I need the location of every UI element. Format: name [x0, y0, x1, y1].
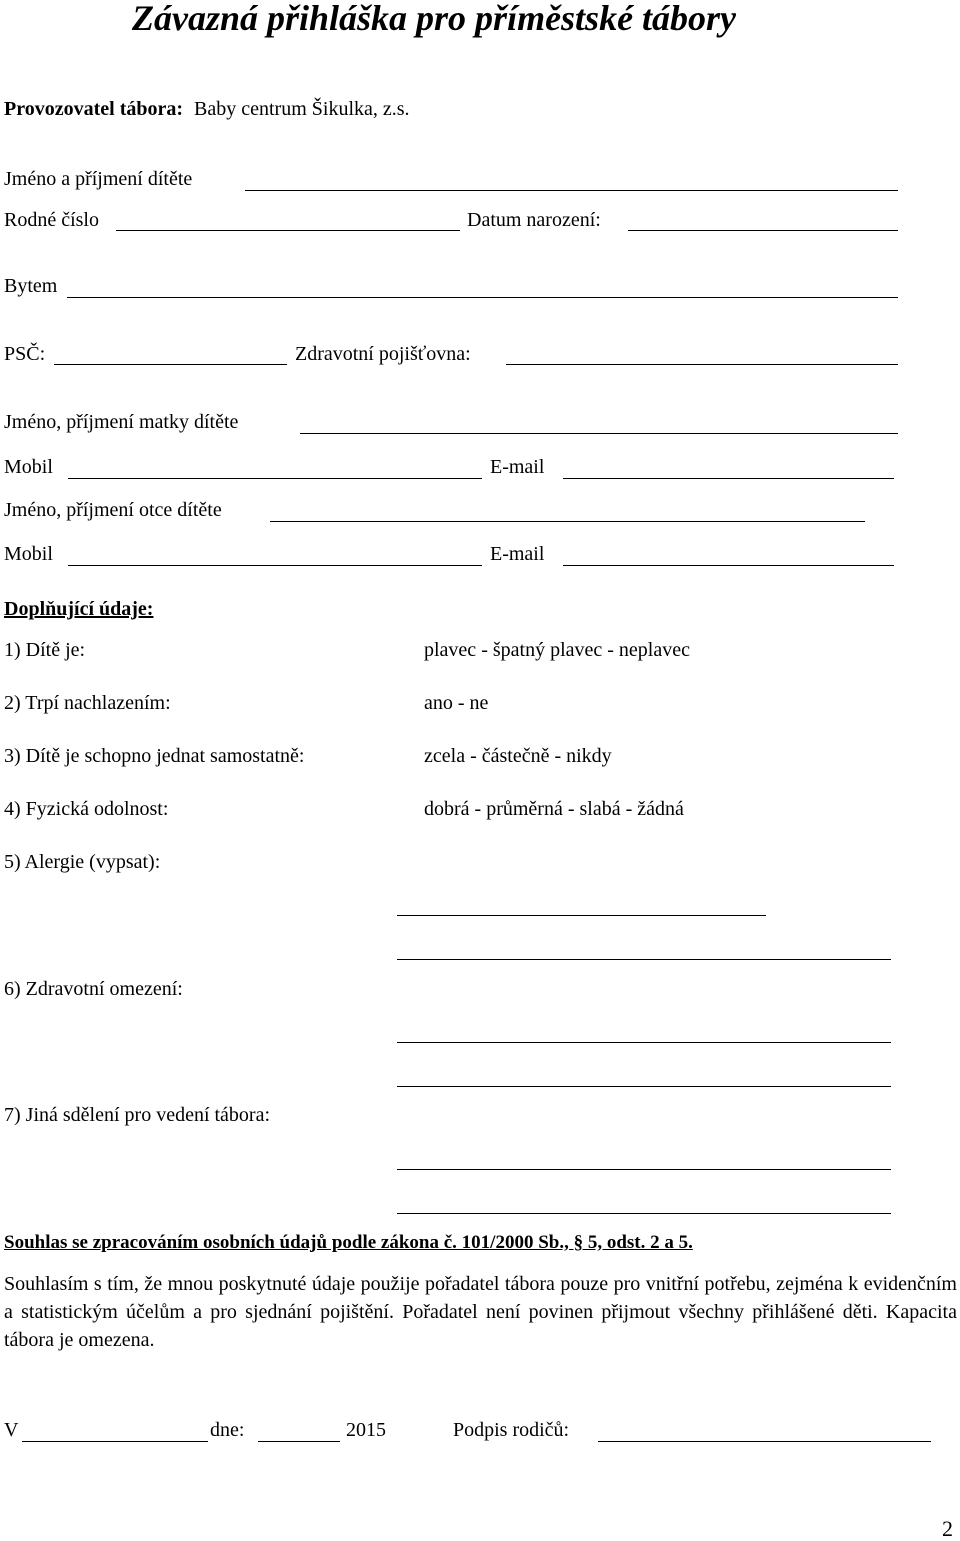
consent-heading: Souhlas se zpracováním osobních údajů podle zákona č. 101/2000 Sb., § 5, odst. 2 a 5. [4, 1232, 693, 1253]
father-email-label: E-mail [490, 543, 545, 565]
mother-name-label: Jméno, příjmení matky dítěte [4, 411, 239, 433]
q7-field-line-1[interactable] [397, 1169, 891, 1170]
q4-options[interactable]: dobrá - průměrná - slabá - žádná [424, 798, 684, 820]
q7-label: 7) Jiná sdělení pro vedení tábora: [4, 1104, 271, 1126]
insurance-label: Zdravotní pojišťovna: [295, 343, 471, 365]
q6-label: 6) Zdravotní omezení: [4, 978, 183, 1000]
q7-field-line-2[interactable] [397, 1213, 891, 1214]
father-mobile-field[interactable] [68, 565, 482, 566]
q4-label: 4) Fyzická odolnost: [4, 798, 169, 820]
mother-email-field[interactable] [563, 478, 894, 479]
mother-name-field[interactable] [300, 433, 898, 434]
birth-number-label: Rodné číslo [4, 209, 99, 231]
year-text: 2015 [346, 1419, 386, 1441]
consent-text: Souhlasím s tím, že mnou poskytnuté údaje použije pořadatel tábora pouze pro vnitřní potřebu, zejména k evidenčním a statistickým účelům a pro sjednání pojištění. Pořadatel není povinen přijmout všechny přihlášené děti. Kapacita tábora je omezena. [4, 1273, 957, 1351]
father-mobile-label: Mobil [4, 543, 53, 565]
q3-label: 3) Dítě je schopno jednat samostatně: [4, 745, 305, 767]
father-name-field[interactable] [270, 521, 865, 522]
postcode-label: PSČ: [4, 343, 46, 365]
insurance-field[interactable] [506, 364, 898, 365]
signature-label: Podpis rodičů: [453, 1419, 570, 1441]
date-label: dne: [210, 1419, 245, 1441]
q3-options[interactable]: zcela - částečně - nikdy [424, 745, 612, 767]
birth-date-field[interactable] [628, 230, 898, 231]
father-email-field[interactable] [563, 565, 894, 566]
mother-mobile-label: Mobil [4, 456, 53, 478]
birth-number-field[interactable] [116, 230, 460, 231]
q5-field-line-1[interactable] [397, 915, 766, 916]
page-title: Závazná přihláška pro příměstské tábory [132, 0, 737, 38]
date-field[interactable] [258, 1441, 340, 1442]
place-label: V [4, 1419, 19, 1441]
place-field[interactable] [22, 1441, 208, 1442]
q2-label: 2) Trpí nachlazením: [4, 692, 171, 714]
q5-field-line-2[interactable] [397, 959, 891, 960]
address-field[interactable] [67, 297, 898, 298]
operator-value: Baby centrum Šikulka, z.s. [194, 98, 410, 120]
q1-label: 1) Dítě je: [4, 639, 86, 661]
q6-field-line-2[interactable] [397, 1086, 891, 1087]
father-name-label: Jméno, příjmení otce dítěte [4, 499, 222, 521]
signature-field[interactable] [598, 1441, 931, 1442]
q1-options[interactable]: plavec - špatný plavec - neplavec [424, 639, 690, 661]
child-name-field[interactable] [245, 190, 898, 191]
operator-label: Provozovatel tábora: [4, 98, 184, 120]
child-name-label: Jméno a příjmení dítěte [4, 168, 193, 190]
mother-mobile-field[interactable] [68, 478, 482, 479]
page-number: 2 [942, 1516, 953, 1541]
postcode-field[interactable] [54, 364, 287, 365]
additional-heading: Doplňující údaje: [4, 598, 154, 620]
address-label: Bytem [4, 275, 58, 297]
q6-field-line-1[interactable] [397, 1042, 891, 1043]
q5-label: 5) Alergie (vypsat): [4, 851, 161, 873]
birth-date-label: Datum narození: [467, 209, 601, 231]
q2-options[interactable]: ano - ne [424, 692, 489, 714]
mother-email-label: E-mail [490, 456, 545, 478]
operator-row [4, 99, 410, 119]
